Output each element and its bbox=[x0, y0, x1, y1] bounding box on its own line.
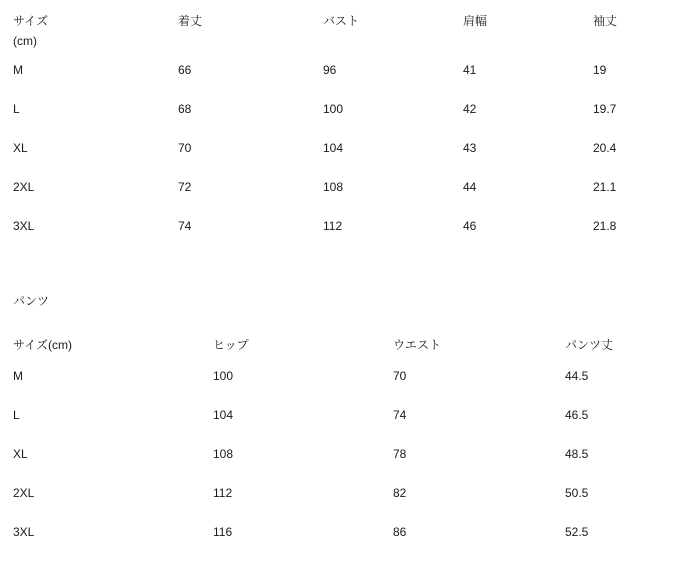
cell-size: 3XL bbox=[13, 525, 35, 539]
table-header-row bbox=[0, 0, 695, 51]
cell-size: M bbox=[13, 369, 23, 383]
cell-shoulder: 42 bbox=[463, 102, 477, 116]
cell-waist: 82 bbox=[393, 486, 407, 500]
cell-size: L bbox=[13, 408, 20, 422]
cell-pants-length: 48.5 bbox=[565, 447, 589, 461]
cell-hip: 116 bbox=[213, 525, 233, 539]
pants-header-waist: ウエスト bbox=[393, 338, 442, 352]
table-row bbox=[0, 207, 695, 246]
cell-shoulder: 43 bbox=[463, 141, 477, 155]
cell-length: 66 bbox=[178, 63, 192, 77]
cell-bust: 108 bbox=[323, 180, 344, 194]
tops-header-size bbox=[0, 0, 178, 51]
cell-sleeve: 20.4 bbox=[593, 141, 617, 155]
cell-length: 74 bbox=[178, 219, 192, 233]
pants-size-table bbox=[0, 333, 695, 552]
tops-header-size-line1: サイズ bbox=[13, 14, 49, 28]
cell-sleeve: 21.1 bbox=[593, 180, 617, 194]
table-header-row bbox=[0, 333, 695, 357]
cell-shoulder: 46 bbox=[463, 219, 477, 233]
cell-waist: 86 bbox=[393, 525, 407, 539]
cell-size: XL bbox=[13, 141, 28, 155]
table-row bbox=[0, 513, 695, 552]
cell-waist: 70 bbox=[393, 369, 407, 383]
table-row bbox=[0, 129, 695, 168]
cell-waist: 78 bbox=[393, 447, 407, 461]
cell-bust: 112 bbox=[323, 219, 343, 233]
pants-section-title: パンツ bbox=[13, 294, 50, 308]
cell-pants-length: 50.5 bbox=[565, 486, 589, 500]
table-row bbox=[0, 474, 695, 513]
cell-length: 70 bbox=[178, 141, 192, 155]
cell-size: 3XL bbox=[13, 219, 35, 233]
tops-header-bust: バスト bbox=[323, 14, 360, 28]
cell-shoulder: 41 bbox=[463, 63, 477, 77]
tops-header-size-line2: (cm) bbox=[13, 34, 37, 48]
cell-size: 2XL bbox=[13, 486, 35, 500]
cell-sleeve: 21.8 bbox=[593, 219, 617, 233]
pants-table-header bbox=[0, 333, 695, 357]
table-row bbox=[0, 357, 695, 396]
table-row bbox=[0, 168, 695, 207]
cell-length: 72 bbox=[178, 180, 192, 194]
cell-length: 68 bbox=[178, 102, 192, 116]
cell-pants-length: 44.5 bbox=[565, 369, 589, 383]
table-row bbox=[0, 396, 695, 435]
cell-size: M bbox=[13, 63, 23, 77]
cell-bust: 104 bbox=[323, 141, 344, 155]
cell-shoulder: 44 bbox=[463, 180, 477, 194]
table-row bbox=[0, 435, 695, 474]
pants-header-length: パンツ丈 bbox=[565, 338, 614, 352]
tops-header-length: 着丈 bbox=[178, 14, 203, 28]
tops-table-body bbox=[0, 51, 695, 246]
cell-hip: 108 bbox=[213, 447, 234, 461]
pants-table-body bbox=[0, 357, 695, 552]
cell-size: L bbox=[13, 102, 20, 116]
pants-header-size: サイズ(cm) bbox=[13, 338, 73, 352]
cell-sleeve: 19.7 bbox=[593, 102, 617, 116]
cell-sleeve: 19 bbox=[593, 63, 607, 77]
cell-size: 2XL bbox=[13, 180, 35, 194]
pants-header-hip: ヒップ bbox=[213, 338, 249, 352]
tops-header-shoulder: 肩幅 bbox=[463, 14, 488, 28]
cell-hip: 104 bbox=[213, 408, 234, 422]
cell-bust: 100 bbox=[323, 102, 344, 116]
table-row bbox=[0, 51, 695, 90]
cell-waist: 74 bbox=[393, 408, 407, 422]
cell-hip: 100 bbox=[213, 369, 234, 383]
cell-hip: 112 bbox=[213, 486, 233, 500]
cell-pants-length: 52.5 bbox=[565, 525, 589, 539]
table-row bbox=[0, 90, 695, 129]
tops-table-header bbox=[0, 0, 695, 51]
cell-bust: 96 bbox=[323, 63, 337, 77]
cell-pants-length: 46.5 bbox=[565, 408, 589, 422]
tops-size-table bbox=[0, 0, 695, 246]
tops-header-sleeve: 袖丈 bbox=[593, 14, 618, 28]
cell-size: XL bbox=[13, 447, 28, 461]
